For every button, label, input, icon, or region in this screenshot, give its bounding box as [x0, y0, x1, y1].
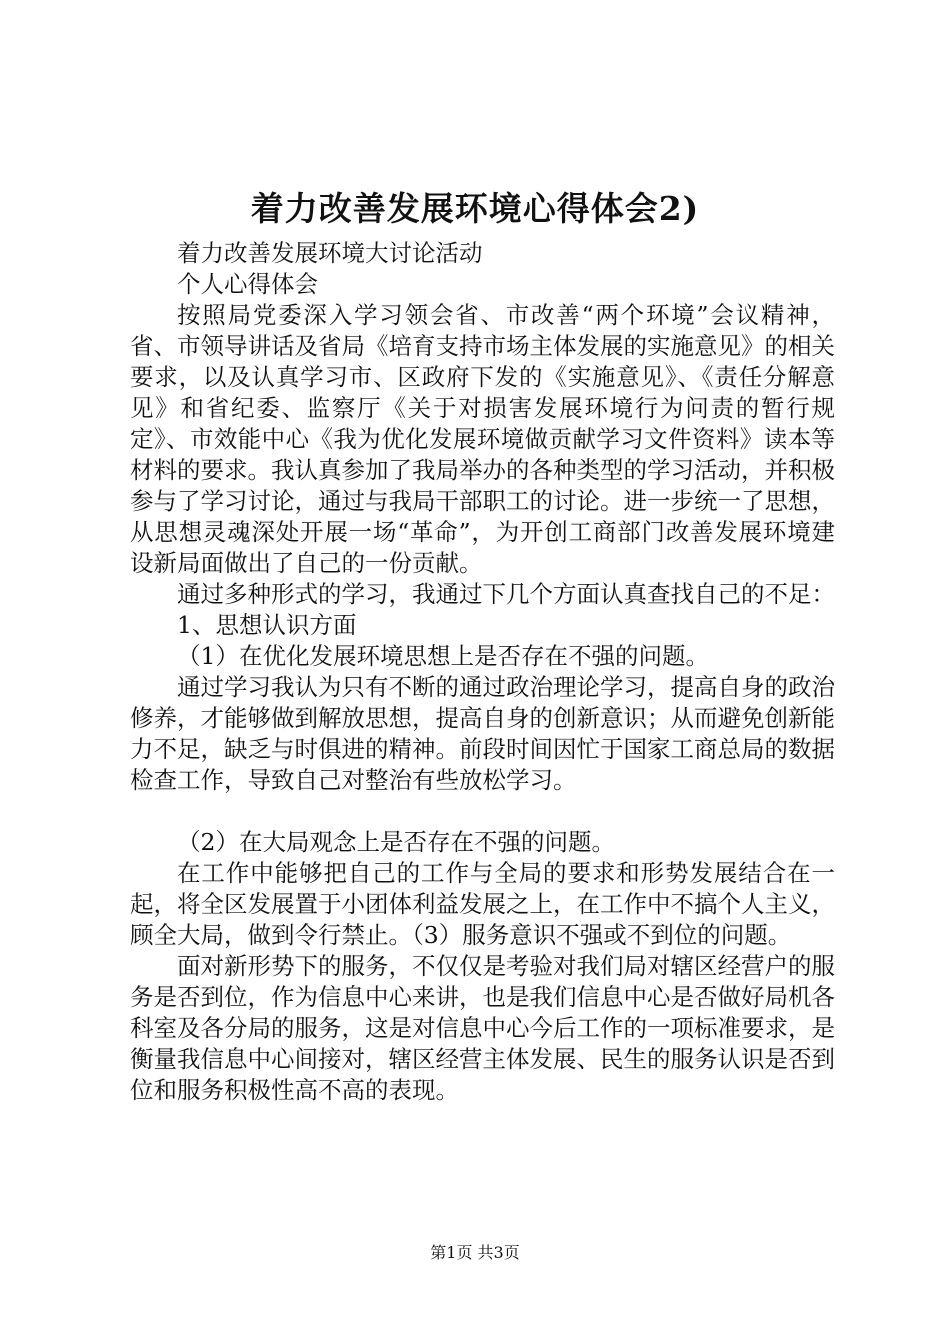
- paragraph-item-1: 通过学习我认为只有不断的通过政治理论学习，提高自身的政治修养，才能够做到解放思想，提高自身的创新意识；从而避免创新能力不足，缺乏与时俱进的精神。前段时间因忙于国家工商总局的数据检查工作，导致自己对整治有些放松学习。: [130, 673, 835, 794]
- heading-item-2: （2）在大局观念上是否存在不强的问题。: [177, 828, 615, 856]
- paragraph-item-2: 在工作中能够把自己的工作与全局的要求和形势发展结合在一起，将全区发展置于小团体利益发展之上，在工作中不搞个人主义，顾全大局，做到令行禁止。（3）服务意识不强或不到位的问题。: [130, 859, 835, 949]
- paragraph-intro: 按照局党委深入学习领会省、市改善“两个环境”会议精神，省、市领导讲话及省局《培育支持市场主体发展的实施意见》的相关要求，以及认真学习市、区政府下发的《实施意见》、《责任分解意见》和省纪委、监察厅《关于对损害发展环境行为问责的暂行规定》、市效能中心《我为优化发展环境做贡献学习文件资料》读本等材料的要求。我认真参加了我局举办的各种类型的学习活动，并积极参与了学习讨论，通过与我局干部职工的讨论。进一步统一了思想，从思想灵魂深处开展一场“革命”，为开创工商部门改善发展环境建设新局面做出了自己的一份贡献。: [130, 301, 835, 577]
- document-body: [130, 238, 835, 1106]
- paragraph-subtitle-1: 着力改善发展环境大讨论活动: [177, 239, 483, 267]
- paragraph-study: 通过多种形式的学习，我通过下几个方面认真查找自己的不足：: [177, 580, 835, 608]
- heading-thinking: 1、思想认识方面: [177, 611, 357, 639]
- page-footer: 第1页 共3页: [430, 1243, 520, 1262]
- paragraph-subtitle-2: 个人心得体会: [177, 270, 318, 298]
- heading-item-1: （1）在优化发展环境思想上是否存在不强的问题。: [177, 642, 709, 670]
- blank-line: [130, 796, 835, 827]
- document-title: 着力改善发展环境心得体会2): [250, 189, 700, 228]
- paragraph-item-3: 面对新形势下的服务，不仅仅是考验对我们局对辖区经营户的服务是否到位，作为信息中心来讲，也是我们信息中心是否做好局机各科室及各分局的服务，这是对信息中心今后工作的一项标准要求，是衡量我信息中心间接对，辖区经营主体发展、民生的服务认识是否到位和服务积极性高不高的表现。: [130, 952, 835, 1104]
